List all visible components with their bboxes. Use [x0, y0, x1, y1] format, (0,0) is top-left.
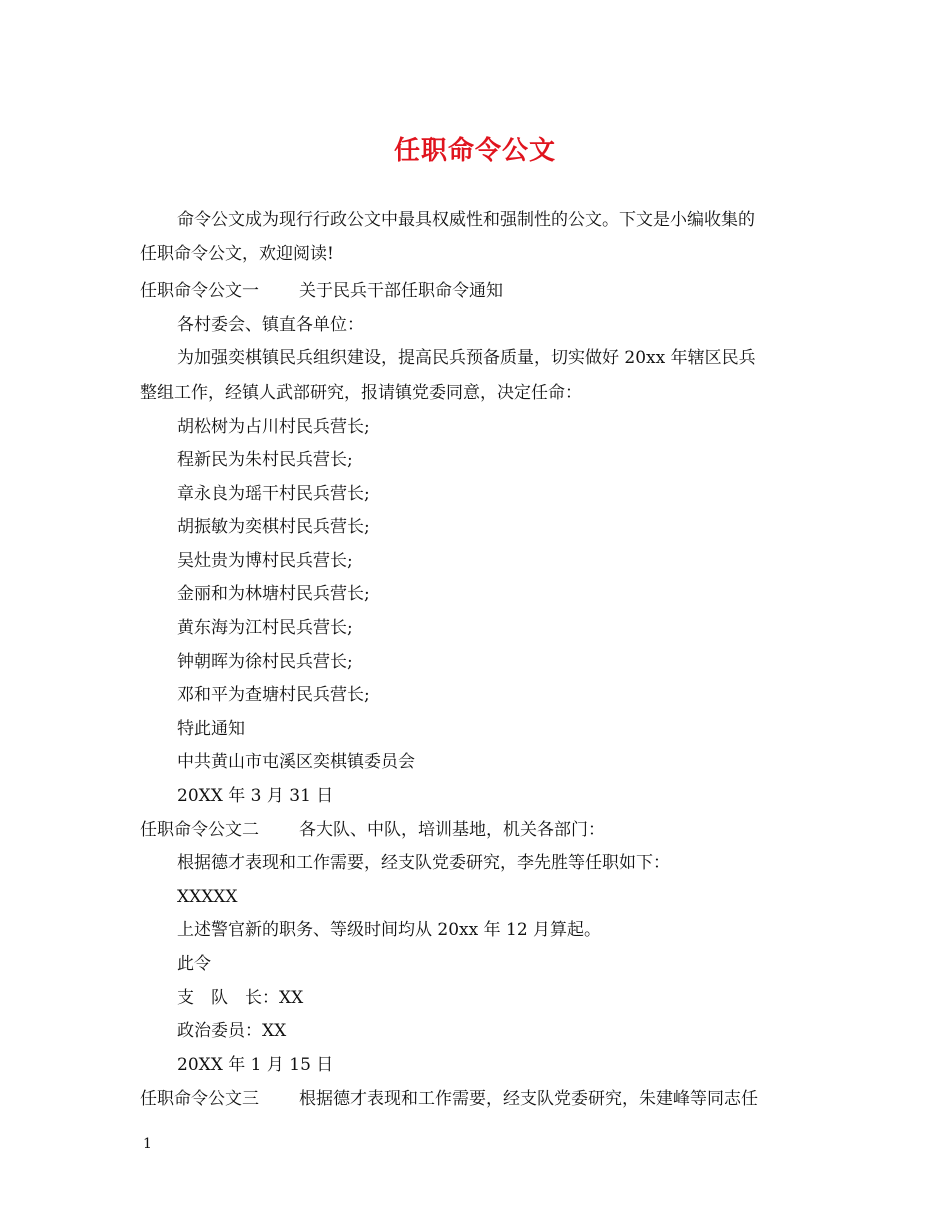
- section2-heading-line: [140, 819, 605, 841]
- appointment-item: 胡振敏为奕棋村民兵营长;: [177, 517, 370, 537]
- section3-heading-line: [140, 1088, 758, 1110]
- section1-issuer: 中共黄山市屯溪区奕棋镇委员会: [177, 752, 415, 772]
- section2-closing: 此令: [177, 954, 211, 974]
- section1-date: 20XX 年 3 月 31 日: [177, 786, 334, 806]
- appointment-item: 金丽和为林塘村民兵营长;: [177, 584, 370, 604]
- section2-signer-2: 政治委员：XX: [177, 1021, 287, 1041]
- section3-heading: 任职命令公文三: [140, 1089, 259, 1109]
- appointment-item: 钟朝晖为徐村民兵营长;: [177, 652, 353, 672]
- section1-heading-line: [140, 280, 503, 302]
- appointment-item: 吴灶贵为博村民兵营长;: [177, 551, 353, 571]
- appointment-item: 章永良为瑶干村民兵营长;: [177, 484, 370, 504]
- appointment-item: 邓和平为查塘村民兵营长;: [177, 685, 370, 705]
- section2-placeholder: XXXXX: [177, 887, 238, 907]
- section2-note: 上述警官新的职务、等级时间均从 20xx 年 12 月算起。: [177, 920, 602, 940]
- section2-body: 根据德才表现和工作需要，经支队党委研究，李先胜等任职如下：: [177, 853, 670, 873]
- section2-signer-1: 支 队 长：XX: [177, 988, 304, 1008]
- section1-closing: 特此通知: [177, 719, 245, 739]
- section3-body: 根据德才表现和工作需要，经支队党委研究，朱建峰等同志任: [299, 1089, 758, 1109]
- appointment-item: 程新民为朱村民兵营长;: [177, 450, 353, 470]
- section1-subject: 关于民兵干部任职命令通知: [299, 281, 503, 301]
- appointment-item: 黄东海为江村民兵营长;: [177, 618, 353, 638]
- section2-date: 20XX 年 1 月 15 日: [177, 1055, 334, 1075]
- document-title: 任职命令公文: [393, 136, 556, 166]
- section2-salutation: 各大队、中队，培训基地，机关各部门：: [299, 820, 605, 840]
- section1-body-2: 整组工作，经镇人武部研究，报请镇党委同意，决定任命：: [140, 383, 582, 403]
- appointment-item: 胡松树为占川村民兵营长;: [177, 417, 370, 437]
- intro-line-1: 命令公文成为现行行政公文中最具权威性和强制性的公文。下文是小编收集的: [177, 210, 755, 230]
- section1-heading: 任职命令公文一: [140, 281, 259, 301]
- intro-line-2: 任职命令公文，欢迎阅读!: [140, 244, 334, 264]
- page-number: 1: [143, 1136, 152, 1152]
- section1-body-1: 为加强奕棋镇民兵组织建设，提高民兵预备质量，切实做好 20xx 年辖区民兵: [177, 348, 756, 368]
- section2-heading: 任职命令公文二: [140, 820, 259, 840]
- section1-salutation: 各村委会、镇直各单位：: [177, 315, 364, 335]
